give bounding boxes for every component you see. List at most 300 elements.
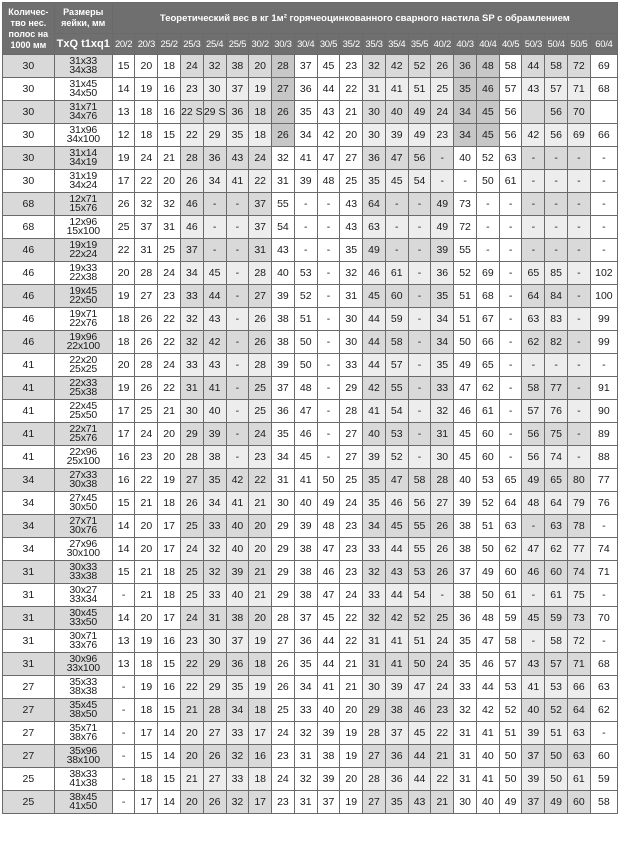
weight-value-cell: 20 [112,262,135,285]
weight-value-cell: 64 [499,492,522,515]
weight-value-cell: - [522,239,545,262]
weight-value-cell: - [317,285,340,308]
bar-count-cell: 27 [3,699,55,722]
weight-value-cell: 40 [203,400,226,423]
bar-count-cell: 34 [3,492,55,515]
weight-value-cell: 60 [476,423,499,446]
weight-value-cell: 14 [158,791,181,814]
weight-value-cell: 24 [181,607,204,630]
weight-value-cell: 40 [226,515,249,538]
weight-value-cell: 26 [272,676,295,699]
weight-value-cell: 50 [499,768,522,791]
weight-value-cell: 15 [112,55,135,78]
weight-value-cell: - [522,170,545,193]
weight-value-cell: 64 [522,285,545,308]
table-row [3,653,618,676]
weight-value-cell: 30 [454,791,477,814]
weight-value-cell: - [317,216,340,239]
weight-value-cell: 49 [363,239,386,262]
weight-value-cell: - [226,285,249,308]
weight-value-cell: 33 [226,768,249,791]
mesh-size-secondary: 38x76 [69,731,98,743]
weight-value-cell: - [317,262,340,285]
mesh-size-secondary: 15x100 [66,225,100,237]
weight-value-cell: 34 [226,699,249,722]
bar-count-cell: 31 [3,561,55,584]
weight-value-cell: - [522,216,545,239]
weight-value-cell: 32 [272,147,295,170]
mesh-size-cell [54,193,112,216]
weight-value-cell: 16 [249,745,272,768]
bar-count-cell: 31 [3,630,55,653]
table-row [3,745,618,768]
weight-value-cell: 28 [203,699,226,722]
header-code-cell: 25/4 [203,34,226,55]
table-row [3,331,618,354]
weight-value-cell: 17 [249,722,272,745]
header-code-cell: 30/3 [272,34,295,55]
weight-value-cell: 37 [226,78,249,101]
weight-value-cell: 45 [454,423,477,446]
weight-value-cell: 41 [363,400,386,423]
weight-value-cell: 23 [340,55,363,78]
weight-value-cell: 17 [112,170,135,193]
weight-value-cell: 34 [272,446,295,469]
weight-value-cell: 31 [454,722,477,745]
table-row [3,492,618,515]
mesh-size-primary: 30x27 [69,583,98,596]
weight-value-cell: 39 [294,515,317,538]
mesh-size-secondary: 33x50 [69,616,98,628]
mesh-size-primary: 19x33 [69,261,98,274]
weight-value-cell: 36 [203,147,226,170]
weight-value-cell: 58 [545,630,568,653]
table-row [3,699,618,722]
weight-value-cell: 100 [590,285,617,308]
weight-value-cell: 31 [431,423,454,446]
weight-value-cell: 40 [226,584,249,607]
weight-value-cell: 40 [454,147,477,170]
weight-value-cell: 41 [522,676,545,699]
weight-value-cell: 46 [181,193,204,216]
weight-value-cell: - [545,193,568,216]
weight-value-cell: 38 [294,538,317,561]
weight-value-cell: - [568,147,591,170]
weight-value-cell: 34 [454,101,477,124]
mesh-size-primary: 35x96 [69,744,98,757]
weight-value-cell: - [294,193,317,216]
weight-value-cell: 58 [522,377,545,400]
weight-value-cell: 24 [181,55,204,78]
weight-value-cell: 76 [590,492,617,515]
weight-value-cell: 40 [226,538,249,561]
weight-value-cell: 29 [363,699,386,722]
table-row [3,446,618,469]
weight-value-cell: 14 [112,607,135,630]
weight-value-cell: - [203,193,226,216]
weight-value-cell: - [203,216,226,239]
weight-value-cell: - [568,239,591,262]
weight-value-cell: 43 [385,561,408,584]
weight-value-cell: 28 [181,147,204,170]
weight-value-cell: 20 [135,538,158,561]
weight-value-cell: 34 [294,124,317,147]
weight-value-cell: 54 [385,400,408,423]
weight-value-cell: 35 [363,170,386,193]
weight-value-cell: 53 [408,561,431,584]
weight-value-cell: 58 [590,791,617,814]
weight-value-cell: 31 [294,745,317,768]
weight-value-cell: 38 [203,446,226,469]
weight-value-cell: - [590,193,617,216]
bar-count-cell: 46 [3,285,55,308]
weight-value-cell: 22 [249,170,272,193]
weight-value-cell: 64 [568,699,591,722]
weight-value-cell: 45 [385,515,408,538]
weight-value-cell: 32 [203,55,226,78]
weight-value-cell: - [317,354,340,377]
weight-value-cell: 63 [545,515,568,538]
weight-value-cell: 18 [249,101,272,124]
weight-value-cell: 44 [385,584,408,607]
weight-value-cell: 53 [499,676,522,699]
weight-value-cell: 13 [112,653,135,676]
weight-value-cell: 69 [590,55,617,78]
weight-value-cell: 38 [317,745,340,768]
table-row [3,147,618,170]
weight-value-cell: 57 [545,653,568,676]
weight-value-cell: 22 [340,78,363,101]
weight-value-cell: 41 [294,147,317,170]
weight-value-cell: 18 [249,124,272,147]
weight-value-cell: 57 [499,78,522,101]
weight-value-cell: 30 [340,308,363,331]
mesh-size-cell [54,354,112,377]
weight-value-cell: 61 [476,400,499,423]
weight-value-cell: 19 [135,676,158,699]
weight-value-cell: - [226,423,249,446]
weight-value-cell: - [568,193,591,216]
weight-value-cell: 40 [385,101,408,124]
weight-value-cell: 27 [181,469,204,492]
weight-value-cell: 31 [363,653,386,676]
weight-value-cell: 41 [385,630,408,653]
weight-value-cell: 70 [568,101,591,124]
weight-value-cell: 50 [454,331,477,354]
weight-value-cell: - [408,239,431,262]
weight-value-cell: - [499,331,522,354]
weight-value-cell: 34 [294,676,317,699]
weight-value-cell: 59 [545,607,568,630]
weight-value-cell: 45 [317,55,340,78]
weight-value-cell: 26 [112,193,135,216]
weight-value-cell: 43 [203,354,226,377]
weight-value-cell: 20 [249,55,272,78]
weight-value-cell: - [545,239,568,262]
weight-value-cell: 27 [363,745,386,768]
weight-value-cell: 27 [203,768,226,791]
weight-value-cell: 26 [431,561,454,584]
weight-value-cell: 74 [568,561,591,584]
weight-value-cell: 33 [431,377,454,400]
weight-value-cell: 52 [408,55,431,78]
weight-value-cell: 46 [408,699,431,722]
weight-value-cell: 77 [568,538,591,561]
mesh-size-secondary: 34x100 [66,133,100,145]
weight-value-cell: 27 [249,285,272,308]
table-row [3,170,618,193]
mesh-size-secondary: 22x50 [69,294,98,306]
mesh-size-cell [54,699,112,722]
weight-value-cell: 72 [568,630,591,653]
weight-value-cell: - [590,515,617,538]
bar-count-cell: 46 [3,262,55,285]
weight-value-cell: 22 [431,768,454,791]
table-row [3,193,618,216]
weight-value-cell: 21 [431,745,454,768]
weight-value-cell: 37 [454,561,477,584]
weight-value-cell: 43 [317,101,340,124]
weight-value-cell: 19 [112,285,135,308]
mesh-size-cell [54,630,112,653]
weight-value-cell: 21 [135,584,158,607]
weight-value-cell: 32 [203,538,226,561]
weight-value-cell: - [476,239,499,262]
weight-value-cell: 20 [181,791,204,814]
mesh-size-primary: 19x19 [69,238,98,251]
weight-value-cell: 63 [568,745,591,768]
weight-value-cell: 55 [408,515,431,538]
weight-value-cell: 17 [112,400,135,423]
weight-value-cell: 30 [363,124,386,147]
bar-count-cell: 41 [3,446,55,469]
weight-value-cell: 37 [181,239,204,262]
weight-value-cell: 28 [431,469,454,492]
mesh-size-primary: 35x33 [69,675,98,688]
weight-value-cell: 28 [135,354,158,377]
weight-value-cell: 19 [340,722,363,745]
weight-value-cell: 45 [454,446,477,469]
weight-value-cell: - [545,354,568,377]
weight-value-cell: - [226,216,249,239]
bar-count-cell: 30 [3,124,55,147]
header-size-label: Размеры яейки, мм [54,3,112,34]
weight-value-cell: 66 [590,124,617,147]
header-code-cell: 50/4 [545,34,568,55]
weight-value-cell: 25 [181,515,204,538]
weight-value-cell: - [408,423,431,446]
weight-value-cell: 29 [272,538,295,561]
weight-value-cell: 41 [385,78,408,101]
table-row [3,676,618,699]
weight-value-cell: 28 [135,262,158,285]
weight-value-cell: 26 [431,538,454,561]
weight-value-cell: 18 [249,768,272,791]
header-code-cell: 35/4 [385,34,408,55]
weight-value-cell: 31 [158,216,181,239]
weight-value-cell: 36 [454,607,477,630]
weight-value-cell: - [568,216,591,239]
weight-value-cell: 20 [158,170,181,193]
weight-value-cell: 46 [522,561,545,584]
weight-value-cell: 52 [476,492,499,515]
weight-value-cell: 23 [181,630,204,653]
weight-value-cell: 25 [249,377,272,400]
weight-value-cell: 25 [340,469,363,492]
weight-value-cell: - [590,170,617,193]
weight-value-cell: 32 [340,262,363,285]
weight-value-cell: 33 [363,584,386,607]
mesh-size-primary: 31x19 [69,169,98,182]
weight-value-cell: 21 [135,561,158,584]
mesh-size-cell [54,653,112,676]
weight-value-cell: 22 [181,676,204,699]
weight-value-cell: 37 [317,791,340,814]
weight-value-cell: 41 [226,492,249,515]
weight-value-cell: 17 [158,538,181,561]
weight-value-cell: 35 [363,469,386,492]
weight-value-cell: 44 [408,768,431,791]
weight-value-cell: 21 [340,101,363,124]
bar-count-cell: 34 [3,538,55,561]
weight-value-cell: - [590,722,617,745]
weight-value-cell: 34 [203,492,226,515]
weight-value-cell: 35 [454,630,477,653]
weight-value-cell: 34 [431,308,454,331]
mesh-size-secondary: 15x76 [69,202,98,214]
weight-value-cell: 16 [158,101,181,124]
weight-value-cell: 22 [249,469,272,492]
weight-value-cell: 35 [385,791,408,814]
weight-value-cell: - [499,193,522,216]
weight-value-cell: 26 [135,331,158,354]
weight-value-cell: 88 [590,446,617,469]
weight-value-cell: 35 [294,101,317,124]
bar-count-cell: 30 [3,78,55,101]
weight-value-cell: 22 [135,469,158,492]
weight-value-cell: 53 [385,423,408,446]
weight-value-cell: 46 [385,492,408,515]
weight-value-cell: - [317,193,340,216]
weight-value-cell: - [499,285,522,308]
weight-value-cell: 90 [590,400,617,423]
weight-value-cell: - [522,584,545,607]
weight-value-cell: 31 [454,745,477,768]
mesh-size-cell [54,55,112,78]
weight-value-cell: 39 [522,722,545,745]
weight-value-cell [590,101,617,124]
weight-value-cell: 64 [363,193,386,216]
weight-value-cell: 49 [431,216,454,239]
mesh-size-primary: 38x33 [69,767,98,780]
weight-value-cell: 45 [476,124,499,147]
mesh-size-secondary: 30x76 [69,524,98,536]
weight-value-cell: 12 [112,124,135,147]
weight-value-cell: 46 [476,78,499,101]
weight-value-cell: 15 [112,492,135,515]
weight-value-cell: 14 [112,538,135,561]
weight-value-cell: 50 [545,745,568,768]
weight-value-cell: 56 [522,423,545,446]
table-row [3,308,618,331]
weight-value-cell: 36 [272,400,295,423]
weight-value-cell: 35 [294,653,317,676]
mesh-size-cell [54,124,112,147]
mesh-size-cell [54,78,112,101]
weight-value-cell: 34 [181,262,204,285]
weight-table-container [2,2,618,814]
weight-value-cell: 47 [317,538,340,561]
weight-value-cell: 22 [112,239,135,262]
weight-value-cell: 19 [158,469,181,492]
weight-value-cell: 38 [454,538,477,561]
weight-value-cell: 35 [203,469,226,492]
weight-value-cell: 59 [590,768,617,791]
weight-value-cell: 24 [181,538,204,561]
weight-value-cell: 55 [385,377,408,400]
weight-value-cell: 33 [181,285,204,308]
weight-value-cell: 50 [545,768,568,791]
weight-value-cell: 43 [340,216,363,239]
weight-value-cell: 35 [272,423,295,446]
weight-value-cell: 23 [135,446,158,469]
weight-value-cell: 44 [203,285,226,308]
table-row [3,239,618,262]
weight-value-cell: 23 [340,515,363,538]
weight-value-cell: 69 [476,262,499,285]
weight-value-cell: 38 [385,699,408,722]
weight-value-cell: 18 [158,561,181,584]
weight-value-cell: - [203,239,226,262]
weight-value-cell: 50 [294,354,317,377]
weight-value-cell: 60 [568,791,591,814]
weight-value-cell: 42 [385,55,408,78]
weight-value-cell: - [112,768,135,791]
weight-value-cell: 17 [112,423,135,446]
weight-value-cell: 19 [112,147,135,170]
weight-value-cell: - [112,676,135,699]
weight-value-cell: 51 [476,515,499,538]
weight-value-cell: - [317,239,340,262]
weight-value-cell: 72 [454,216,477,239]
mesh-size-cell [54,308,112,331]
header-code-cell: 35/3 [363,34,386,55]
weight-value-cell: 26 [249,331,272,354]
weight-value-cell: 13 [112,101,135,124]
weight-value-cell: - [408,193,431,216]
bar-count-cell: 30 [3,55,55,78]
weight-value-cell: 18 [135,699,158,722]
weight-value-cell: 19 [249,676,272,699]
table-row [3,722,618,745]
weight-value-cell: 38 [454,584,477,607]
weight-value-cell: 16 [112,469,135,492]
weight-value-cell: 40 [294,492,317,515]
mesh-size-cell [54,791,112,814]
weight-value-cell: 45 [522,607,545,630]
bar-count-cell: 27 [3,745,55,768]
weight-value-cell: 49 [408,124,431,147]
table-row [3,101,618,124]
weight-value-cell: - [408,400,431,423]
weight-value-cell: 71 [590,561,617,584]
weight-value-cell: 18 [249,699,272,722]
weight-value-cell: - [568,285,591,308]
weight-value-cell: 21 [135,492,158,515]
weight-value-cell: 63 [499,147,522,170]
weight-value-cell: 26 [272,124,295,147]
weight-value-cell: 66 [476,331,499,354]
